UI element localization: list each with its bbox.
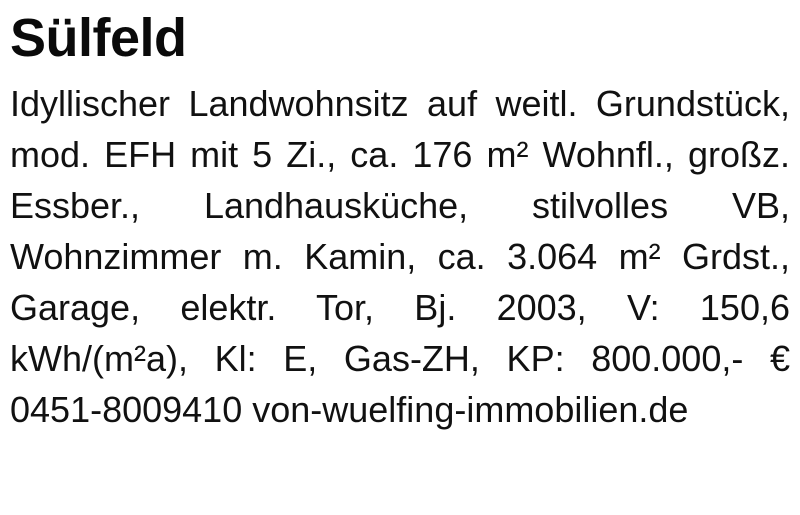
ad-body <box>10 78 790 435</box>
ad-title: Sülfeld <box>10 8 187 68</box>
ad-body-text: Idyllischer Landwohnsitz auf weitl. Grundstück, mod. EFH mit 5 Zi., ca. 176 m² Wohnfl., großz. Essber., Landhausküche, stilvolles VB, Wohnzimmer m. Kamin, ca. 3.064 m² Grdst., Garage, elektr. Tor, Bj. 2003, V: 150,6 kWh/(m²a), Kl: E, Gas-ZH, KP: 800.000,- € 0451-8009410 von-wuelfing-immobilien.de <box>10 83 790 430</box>
